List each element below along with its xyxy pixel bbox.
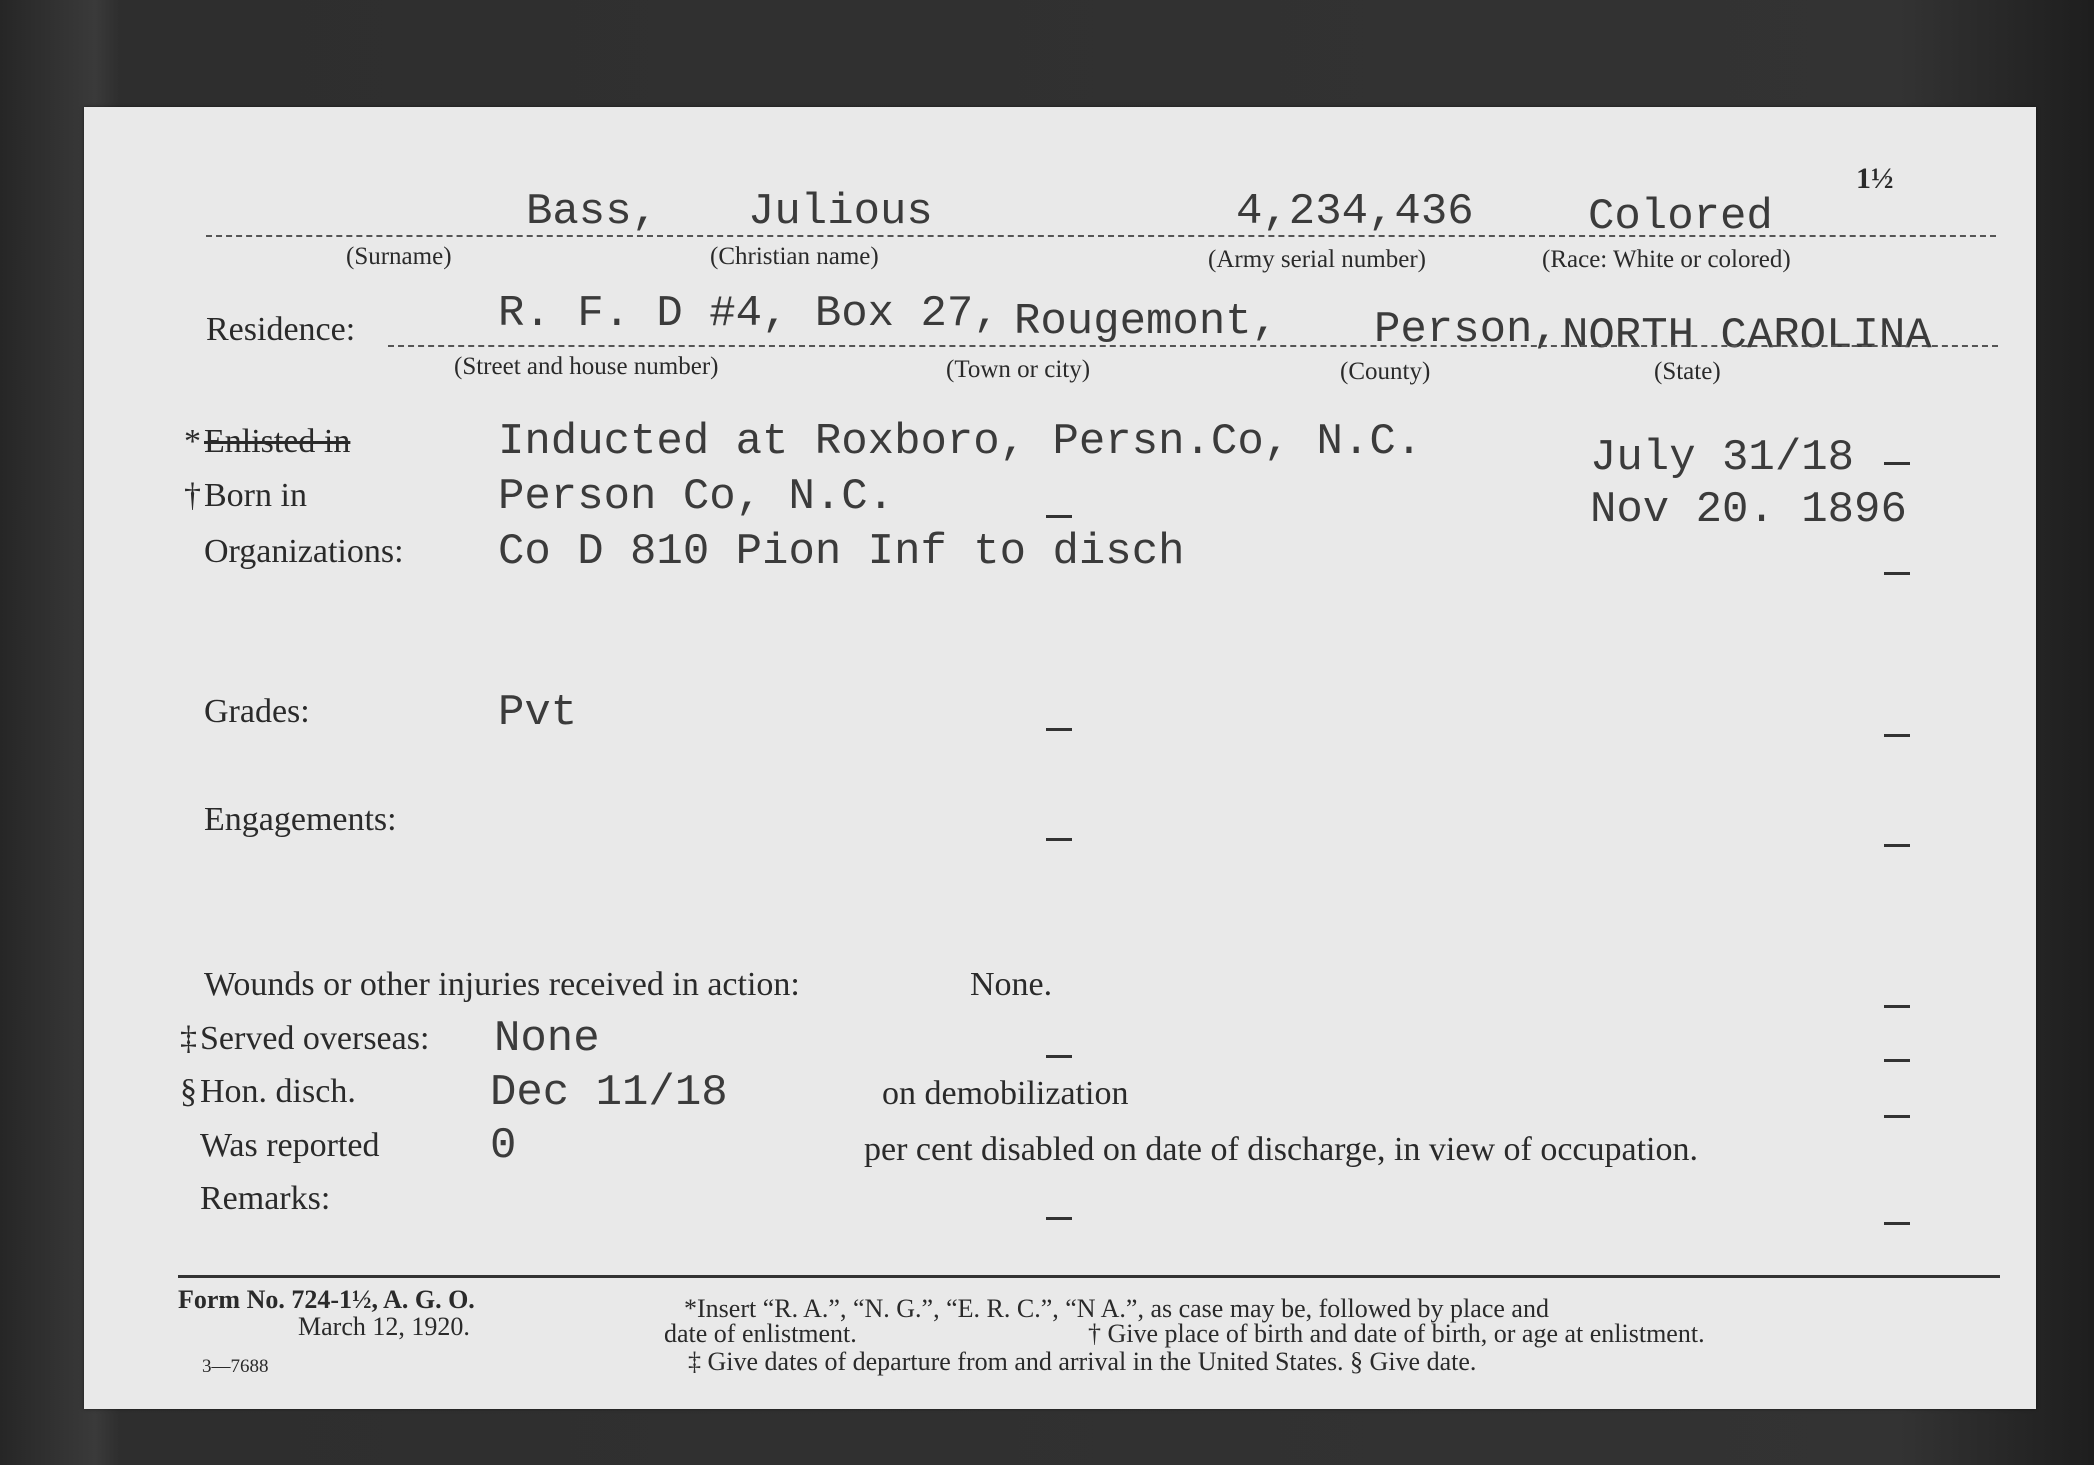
state-caption: (State) xyxy=(1654,358,1721,385)
hon-disch-tick xyxy=(1884,1115,1910,1118)
form-date: March 12, 1920. xyxy=(298,1312,470,1341)
name-line xyxy=(206,235,1996,237)
footnote-overseas: ‡ Give dates of departure from and arrival in the United States. § Give date. xyxy=(688,1347,1477,1376)
wounds-value: None. xyxy=(970,966,1053,1003)
serial-number-caption: (Army serial number) xyxy=(1208,246,1426,273)
overseas-value: None xyxy=(494,1014,600,1064)
grades-value: Pvt xyxy=(498,688,578,738)
county-caption: (County) xyxy=(1340,358,1431,385)
residence-label: Residence: xyxy=(206,311,356,348)
residence-street-value: R. F. D #4, Box 27, xyxy=(498,289,1000,339)
footnote-birth: † Give place of birth and date of birth, or age at enlistment. xyxy=(1088,1319,1705,1348)
born-mark: † xyxy=(184,477,201,514)
serial-number-value: 4,234,436 xyxy=(1236,187,1474,237)
remarks-tick xyxy=(1884,1222,1910,1225)
enlisted-tick xyxy=(1884,462,1910,465)
born-value: Person Co, N.C. xyxy=(498,472,895,522)
grades-tick xyxy=(1884,734,1910,737)
service-record-card xyxy=(84,107,2036,1409)
born-middle-tick xyxy=(1046,515,1072,518)
enlisted-date: July 31/18 xyxy=(1590,433,1855,483)
overseas-tick xyxy=(1884,1059,1910,1062)
race-caption: (Race: White or colored) xyxy=(1542,246,1791,273)
enlisted-value: Inducted at Roxboro, Persn.Co, N.C. xyxy=(498,417,1423,467)
residence-town-value: Rougemont, xyxy=(1014,297,1279,347)
residence-state-value: NORTH CAROLINA xyxy=(1562,311,1932,361)
footnote-insert: *Insert “R. A.”, “N. G.”, “E. R. C.”, “N A.”, as case may be, followed by place and xyxy=(684,1294,1549,1323)
remarks-middle-tick xyxy=(1046,1217,1072,1220)
enlisted-mark: * xyxy=(184,423,201,460)
footer-rule xyxy=(178,1275,2000,1278)
hon-disch-mark: § xyxy=(180,1073,197,1110)
street-caption: (Street and house number) xyxy=(454,353,719,380)
organizations-label: Organizations: xyxy=(204,533,404,570)
footnote-enlistment: date of enlistment. xyxy=(664,1319,857,1348)
christian-name-value: Julious xyxy=(748,187,933,237)
enlisted-label: Enlisted in xyxy=(204,423,351,460)
corner-mark: 1½ xyxy=(1856,162,1894,195)
born-date: Nov 20. 1896 xyxy=(1590,485,1907,535)
reported-value: 0 xyxy=(490,1121,517,1171)
remarks-label: Remarks: xyxy=(200,1180,331,1217)
organizations-value: Co D 810 Pion Inf to disch xyxy=(498,527,1185,577)
overseas-mark: ‡ xyxy=(180,1020,197,1057)
engagements-middle-tick xyxy=(1046,838,1072,841)
surname-value: Bass, xyxy=(526,187,659,237)
organizations-tick xyxy=(1884,572,1910,575)
born-label: Born in xyxy=(204,477,307,514)
form-number: Form No. 724-1½, A. G. O. xyxy=(178,1285,475,1314)
surname-caption: (Surname) xyxy=(346,243,452,270)
residence-line xyxy=(388,345,1998,347)
christian-name-caption: (Christian name) xyxy=(710,243,879,270)
grades-label: Grades: xyxy=(204,693,310,730)
town-caption: (Town or city) xyxy=(946,356,1091,383)
engagements-tick xyxy=(1884,844,1910,847)
residence-county-value: Person, xyxy=(1374,305,1559,355)
reported-label: Was reported xyxy=(200,1127,380,1164)
overseas-label: Served overseas: xyxy=(200,1020,430,1057)
engagements-label: Engagements: xyxy=(204,801,397,838)
hon-disch-label: Hon. disch. xyxy=(200,1073,356,1110)
overseas-middle-tick xyxy=(1046,1055,1072,1058)
reported-text: per cent disabled on date of discharge, in view of occupation. xyxy=(864,1131,1698,1168)
grades-middle-tick xyxy=(1046,728,1072,731)
wounds-tick xyxy=(1884,1005,1910,1008)
print-code: 3—7688 xyxy=(202,1356,269,1377)
race-value: Colored xyxy=(1588,192,1773,242)
hon-disch-reason: on demobilization xyxy=(882,1075,1129,1112)
hon-disch-value: Dec 11/18 xyxy=(490,1068,728,1118)
wounds-label: Wounds or other injuries received in action: xyxy=(204,966,800,1003)
